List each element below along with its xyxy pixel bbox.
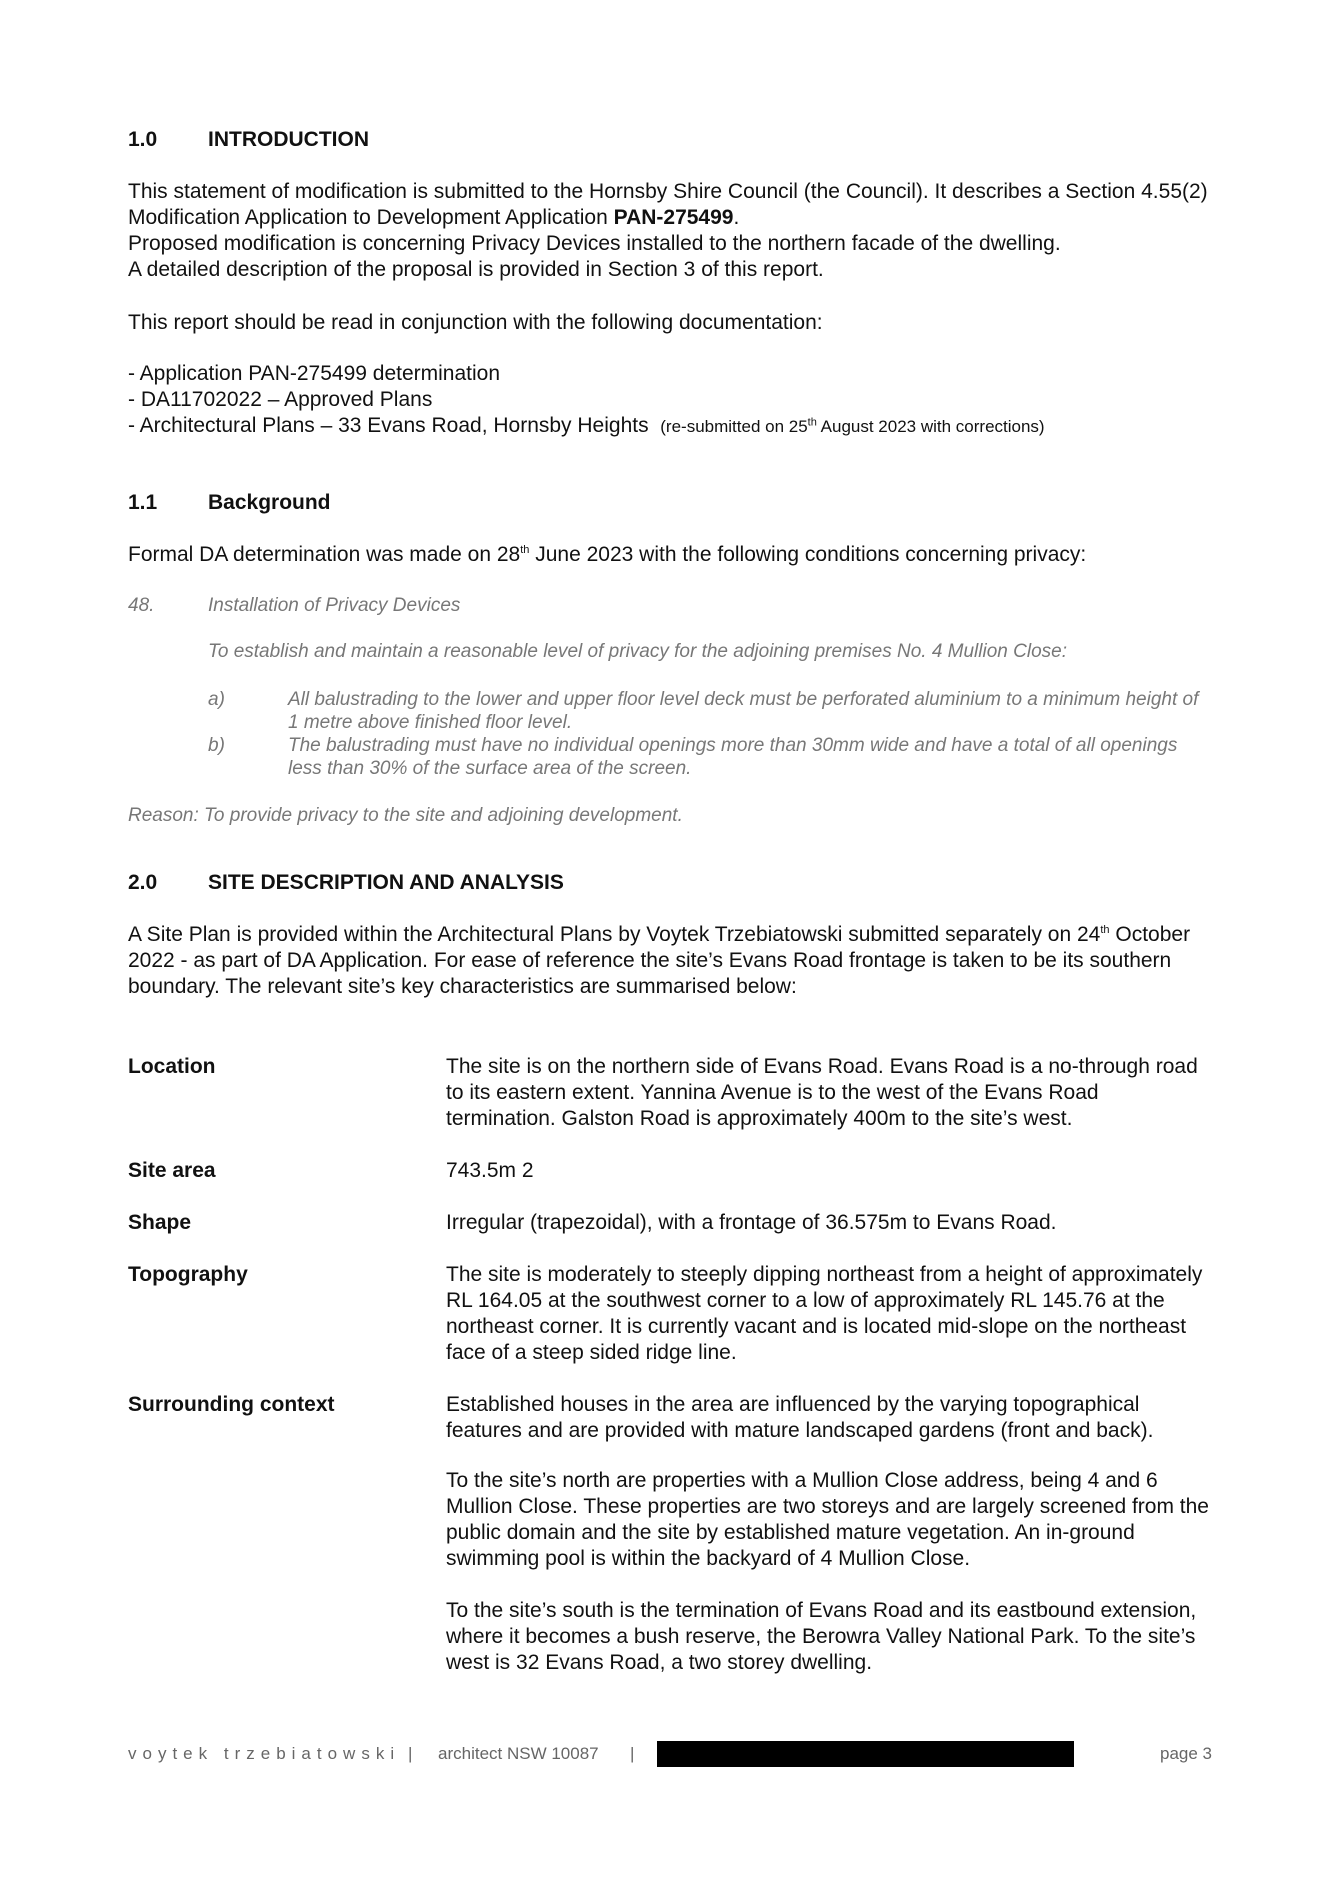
characteristic-label: Surrounding context [128, 1393, 335, 1416]
note-text-end: August 2023 with corrections) [816, 417, 1045, 436]
context-paragraph: To the site’s south is the termination of Evans Road and its eastbound extension, where it becomes a bush reserve, the Berowra Valley National Park. To the site’s west is 32 Evans Road, a two storey dwelling. [446, 1599, 1197, 1674]
site-plan-text-end: October 2022 - as part of DA Application. For ease of reference the site’s Evans Road frontage is taken to be its southern boundary. The relevant site’s key characteristics are summarised below: [128, 923, 1191, 998]
section-title: SITE DESCRIPTION AND ANALYSIS [208, 871, 564, 894]
footer-author: voytek trzebiatowski [128, 1744, 401, 1763]
resubmitted-note [660, 417, 1044, 436]
background-text-end: June 2023 with the following conditions concerning privacy: [529, 543, 1087, 566]
condition-item-text: All balustrading to the lower and upper floor level deck must be perforated aluminium to a minimum height of 1 metre above finished floor level. [288, 689, 1199, 733]
intro-line-3: A detailed description of the proposal is provided in Section 3 of this report. [128, 258, 824, 281]
condition-reason: Reason: To provide privacy to the site and adjoining development. [128, 805, 683, 826]
note-sup: th [807, 416, 817, 429]
read-with-paragraph: This report should be read in conjunction with the following documentation: [128, 311, 823, 334]
section-heading-site-description [128, 870, 564, 896]
section-heading-introduction [128, 127, 369, 153]
condition-intro: To establish and maintain a reasonable level of privacy for the adjoining premises No. 4 Mullion Close: [208, 641, 1067, 662]
page-number: page 3 [1160, 1744, 1212, 1763]
characteristic-label: Site area [128, 1159, 216, 1182]
section-title: INTRODUCTION [208, 128, 369, 151]
condition-item-label: a) [208, 689, 225, 710]
doc-item: - DA11702022 – Approved Plans [128, 388, 433, 411]
application-number: PAN-275499 [613, 206, 734, 229]
condition-item-label: b) [208, 735, 225, 756]
site-plan-text: A Site Plan is provided within the Architectural Plans by Voytek Trzebiatowski submitted separately on 24 [128, 923, 1101, 946]
footer-separator: | [408, 1744, 413, 1763]
doc-item [128, 413, 1212, 440]
site-plan-paragraph [128, 922, 1212, 1000]
characteristic-value: The site is on the northern side of Evans Road. Evans Road is a no-through road to its eastern extent. Yannina Avenue is to the west of the Evans Road termination. Galston Road is approximately 400m to the site’s west. [446, 1055, 1198, 1130]
condition-number: 48. [128, 595, 155, 616]
note-text: (re-submitted on 25 [660, 417, 808, 436]
characteristic-value: Irregular (trapezoidal), with a frontage of 36.575m to Evans Road. [446, 1211, 1057, 1234]
characteristic-label: Location [128, 1055, 216, 1078]
background-paragraph [128, 542, 1212, 568]
characteristic-label: Topography [128, 1263, 248, 1286]
intro-line-2: Proposed modification is concerning Privacy Devices installed to the northern facade of the dwelling. [128, 232, 1061, 255]
site-plan-sup: th [1100, 924, 1110, 936]
condition-item-text: The balustrading must have no individual openings more than 30mm wide and have a total of all openings less than 30% of the surface area of the screen. [288, 735, 1178, 779]
redaction-bar [657, 1741, 1074, 1767]
background-sup: th [520, 544, 530, 556]
characteristic-value: 743.5m 2 [446, 1159, 534, 1182]
intro-period: . [733, 206, 740, 229]
characteristic-value: The site is moderately to steeply dipping northeast from a height of approximately RL 164.05 at the southwest corner to a low of approximately RL 145.76 at the northeast corner. It is currently vacant and is located mid-slope on the northeast face of a steep sided ridge line. [446, 1263, 1203, 1364]
context-paragraph: To the site’s north are properties with a Mullion Close address, being 4 and 6 Mullion Close. These properties are two storeys and are largely screened from the public domain and the site by established mature vegetation. An in-ground swimming pool is within the backyard of 4 Mullion Close. [446, 1469, 1209, 1570]
footer-architect: architect NSW 10087 [438, 1744, 599, 1763]
section-title: Background [208, 491, 331, 514]
intro-text: This statement of modification is submitted to the Hornsby Shire Council (the Council). It describes a Section 4.55(2) Modification Application to Development Application [128, 180, 1208, 229]
doc-item-text: - Architectural Plans – 33 Evans Road, Hornsby Heights [128, 414, 649, 437]
section-heading-background [128, 490, 331, 516]
section-number: 1.0 [128, 128, 158, 151]
characteristic-label: Shape [128, 1211, 192, 1234]
background-text: Formal DA determination was made on 28 [128, 543, 521, 566]
intro-paragraph [128, 179, 1212, 283]
footer-separator: | [630, 1744, 635, 1763]
documentation-list [128, 361, 1212, 440]
doc-item: - Application PAN-275499 determination [128, 362, 501, 385]
section-number: 2.0 [128, 871, 158, 894]
condition-title: Installation of Privacy Devices [208, 595, 461, 616]
characteristic-value: Established houses in the area are influenced by the varying topographical features and are provided with mature landscaped gardens (front and back). [446, 1393, 1154, 1442]
page-footer [128, 1744, 1212, 1770]
section-number: 1.1 [128, 491, 158, 514]
